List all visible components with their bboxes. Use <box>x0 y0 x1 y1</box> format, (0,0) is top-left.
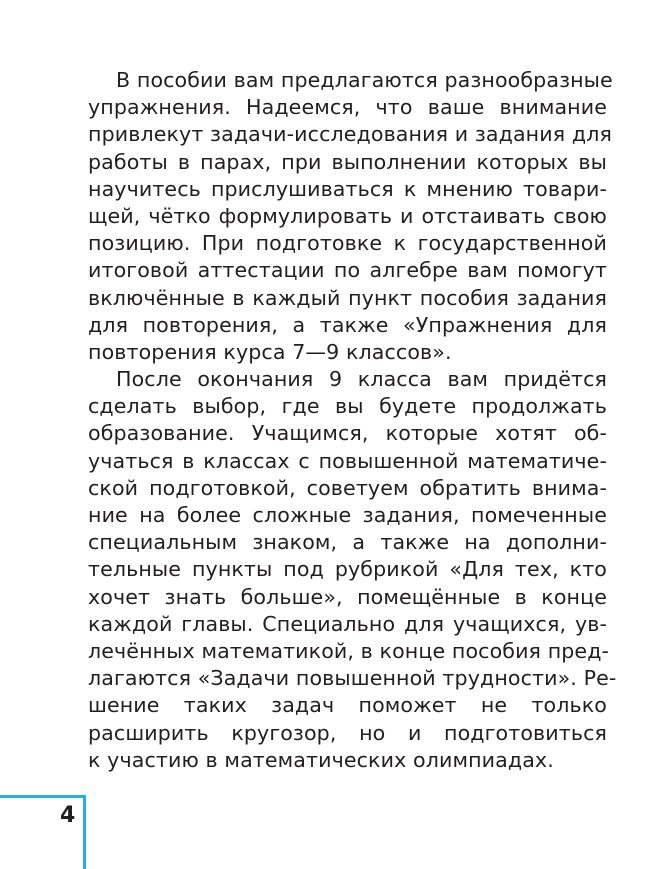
text-line: упражнения. Надеемся, что ваше внимание <box>88 95 607 120</box>
text-line: щей, чётко формулировать и отстаивать свою <box>88 203 607 228</box>
text-line: хочет знать больше», помещённые в конце <box>88 584 607 609</box>
text-line: ние на более сложные задания, помеченные <box>88 503 607 527</box>
text-line: образование. Учащимся, которые хотят об- <box>88 421 607 446</box>
text-line: лечённых математикой, в конце пособия пред- <box>88 638 610 663</box>
text-line: научитесь прислушиваться к мнению товари- <box>88 176 607 201</box>
text-line: В пособии вам предлагаются разнообразные <box>116 68 613 92</box>
text-line: сделать выбор, где вы будете продолжать <box>88 394 607 419</box>
text-line: к участию в математических олимпиадах. <box>88 747 554 772</box>
text-line: специальным знаком, а также на дополни- <box>88 530 607 555</box>
text-line: позицию. При подготовке к государственной <box>88 231 607 256</box>
text-line: шение таких задач поможет не только <box>88 693 607 718</box>
text-line: каждой главы. Специально для учащихся, ув- <box>88 611 607 636</box>
text-line: для повторения, а также «Упражнения для <box>88 312 607 337</box>
text-line: работы в парах, при выполнении которых вы <box>88 149 607 174</box>
text-line: тельные пункты под рубрикой «Для тех, кто <box>88 557 607 582</box>
text-line: лагаются «Задачи повышенной трудности». Ре- <box>88 666 617 691</box>
text-line: учаться в классах с повышенной математиче- <box>88 448 607 473</box>
paragraph-2 <box>88 366 617 774</box>
text-line: повторения курса 7—9 классов». <box>88 339 452 364</box>
page-number: 4 <box>60 803 76 828</box>
text-line: итоговой аттестации по алгебре вам помогут <box>88 258 607 283</box>
text-line: расширить кругозор, но и подготовиться <box>88 720 607 745</box>
text-line: ской подготовкой, советуем обратить внима- <box>88 475 607 500</box>
paragraph-1 <box>88 67 613 366</box>
text-line: включённые в каждый пункт пособия задания <box>88 285 607 310</box>
text-line: привлекут задачи-исследования и задания для <box>88 122 612 147</box>
text-line: После окончания 9 класса вам придётся <box>116 367 607 392</box>
body-text <box>88 67 617 774</box>
